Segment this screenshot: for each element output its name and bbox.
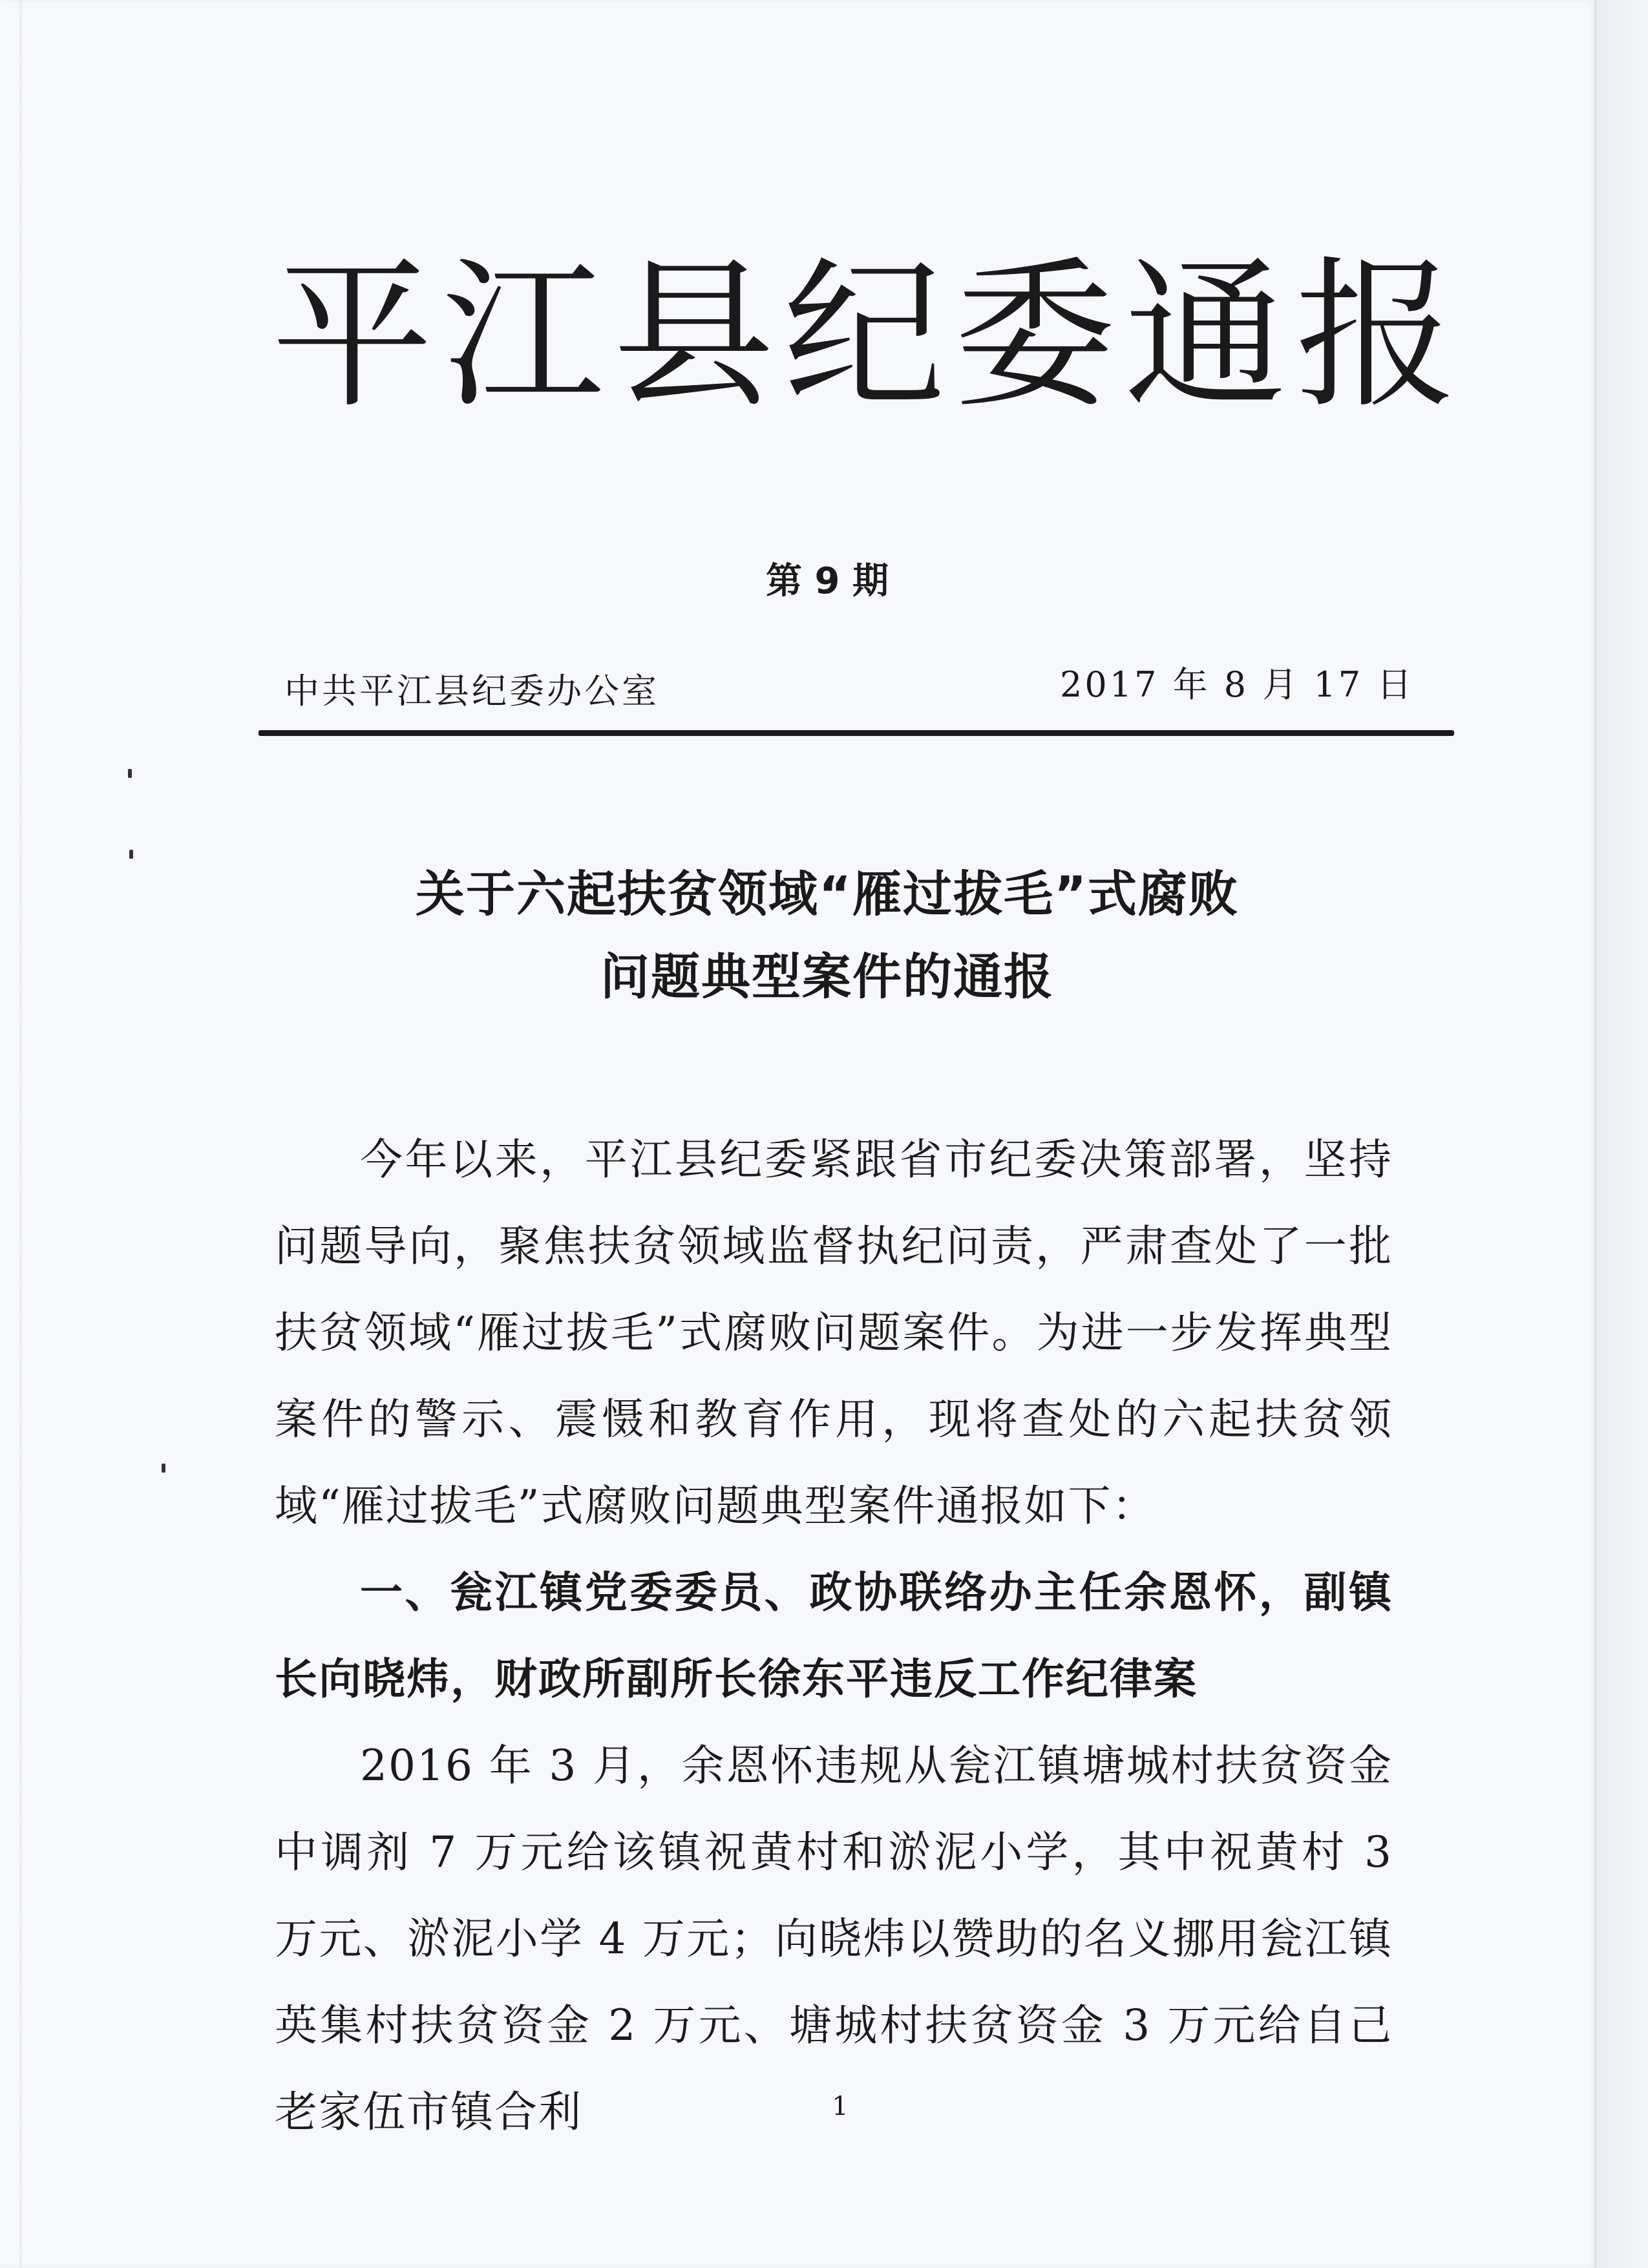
section-paragraph: 2016 年 3 月，余恩怀违规从瓮江镇塘城村扶贫资金中调剂 7 万元给该镇祝黄村和淤泥小学，其中祝黄村 3 万元、淤泥小学 4 万元；向晓炜以赞助的名义挪用瓮江镇英集村扶贫资金 2 万元、塘城村扶贫资金 3 万元给自己老家伍市镇合利 — [275, 1741, 1393, 2137]
intro-paragraph: 今年以来，平江县纪委紧跟省市纪委决策部署，坚持问题导向，聚焦扶贫领域监督执纪问责，严肃查处了一批扶贫领域“雁过拔毛”式腐败问题案件。为进一步发挥典型案件的警示、震慑和教育作用，现将查处的六起扶贫领域“雁过拔毛”式腐败问题典型案件通报如下： — [275, 1135, 1393, 1531]
header-divider — [259, 730, 1454, 736]
page-number: 1 — [832, 2092, 849, 2121]
scanner-edge — [1595, 0, 1648, 2268]
binding-mark — [162, 1464, 165, 1473]
issuer-name: 中共平江县纪委办公室 — [284, 671, 659, 711]
document-body — [275, 1117, 1393, 2156]
document-title — [233, 853, 1422, 1018]
section-heading: 一、瓮江镇党委委员、政协联络办主任余恩怀，副镇长向晓炜，财政所副所长徐东平违反工作纪律案 — [275, 1568, 1393, 1704]
binding-mark — [128, 769, 132, 778]
binding-mark — [129, 850, 133, 859]
title-line-1: 关于六起扶贫领域“雁过拔毛”式腐败 — [416, 865, 1239, 923]
title-line-2: 问题典型案件的通报 — [600, 948, 1054, 1005]
issue-date: 2017 年 8 月 17 日 — [1060, 664, 1415, 705]
masthead-title: 平江县纪委通报 — [271, 242, 1466, 430]
issue-number: 第 9 期 — [766, 560, 889, 602]
page-fold-shadow — [19, 0, 23, 2268]
